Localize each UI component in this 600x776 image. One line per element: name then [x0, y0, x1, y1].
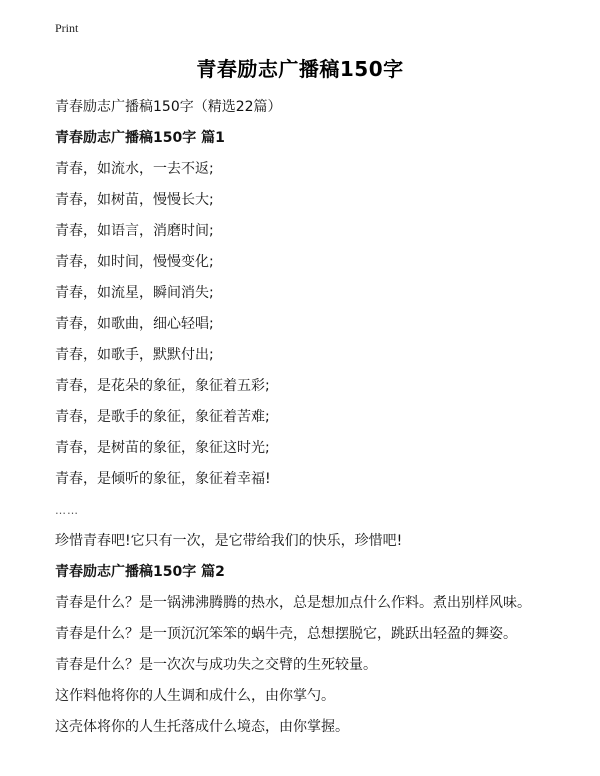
paragraph-line: 青春，如歌曲，细心轻唱; [55, 316, 214, 332]
paragraph-line: 青春是什么？是一顶沉沉笨笨的蜗牛壳，总想摆脱它，跳跃出轻盈的舞姿。 [55, 626, 517, 642]
paragraph-line: 青春，如语言，消磨时间; [55, 223, 214, 239]
paragraph-line: 青春，如歌手，默默付出; [55, 347, 214, 363]
paragraph-line: 青春，如时间，慢慢变化; [55, 254, 214, 270]
paragraph-line: 青春，如流星，瞬间消失; [55, 285, 214, 301]
paragraph-line: 青春，如树苗，慢慢长大; [55, 192, 214, 208]
document-subtitle: 青春励志广播稿150字（精选22篇） [55, 99, 282, 115]
document-body [55, 92, 585, 743]
paragraph-line: 这作料他将你的人生调和成什么，由你掌勺。 [55, 688, 335, 704]
ellipsis: …… [55, 504, 79, 517]
document-title: 青春励志广播稿150字 [196, 57, 404, 81]
print-label: Print [55, 21, 79, 35]
paragraph-line: 这壳体将你的人生托落成什么境态，由你掌握。 [55, 719, 349, 735]
paragraph-line: 青春是什么？是一锅沸沸腾腾的热水，总是想加点什么作料。煮出别样风味。 [55, 595, 531, 611]
paragraph-line: 青春，是倾听的象征，象征着幸福! [55, 471, 271, 487]
paragraph-line: 青春，如流水，一去不返; [55, 161, 214, 177]
section-heading-2: 青春励志广播稿150字 篇2 [55, 564, 225, 580]
paragraph-line: 青春，是歌手的象征，象征着苦难; [55, 409, 270, 425]
closing-line: 珍惜青春吧!它只有一次，是它带给我们的快乐，珍惜吧! [55, 533, 403, 549]
paragraph-line: 青春，是树苗的象征，象征这时光; [55, 440, 270, 456]
section-heading-1: 青春励志广播稿150字 篇1 [55, 130, 225, 146]
paragraph-line: 青春是什么？是一次次与成功失之交臂的生死较量。 [55, 657, 377, 673]
paragraph-line: 青春，是花朵的象征，象征着五彩; [55, 378, 270, 394]
